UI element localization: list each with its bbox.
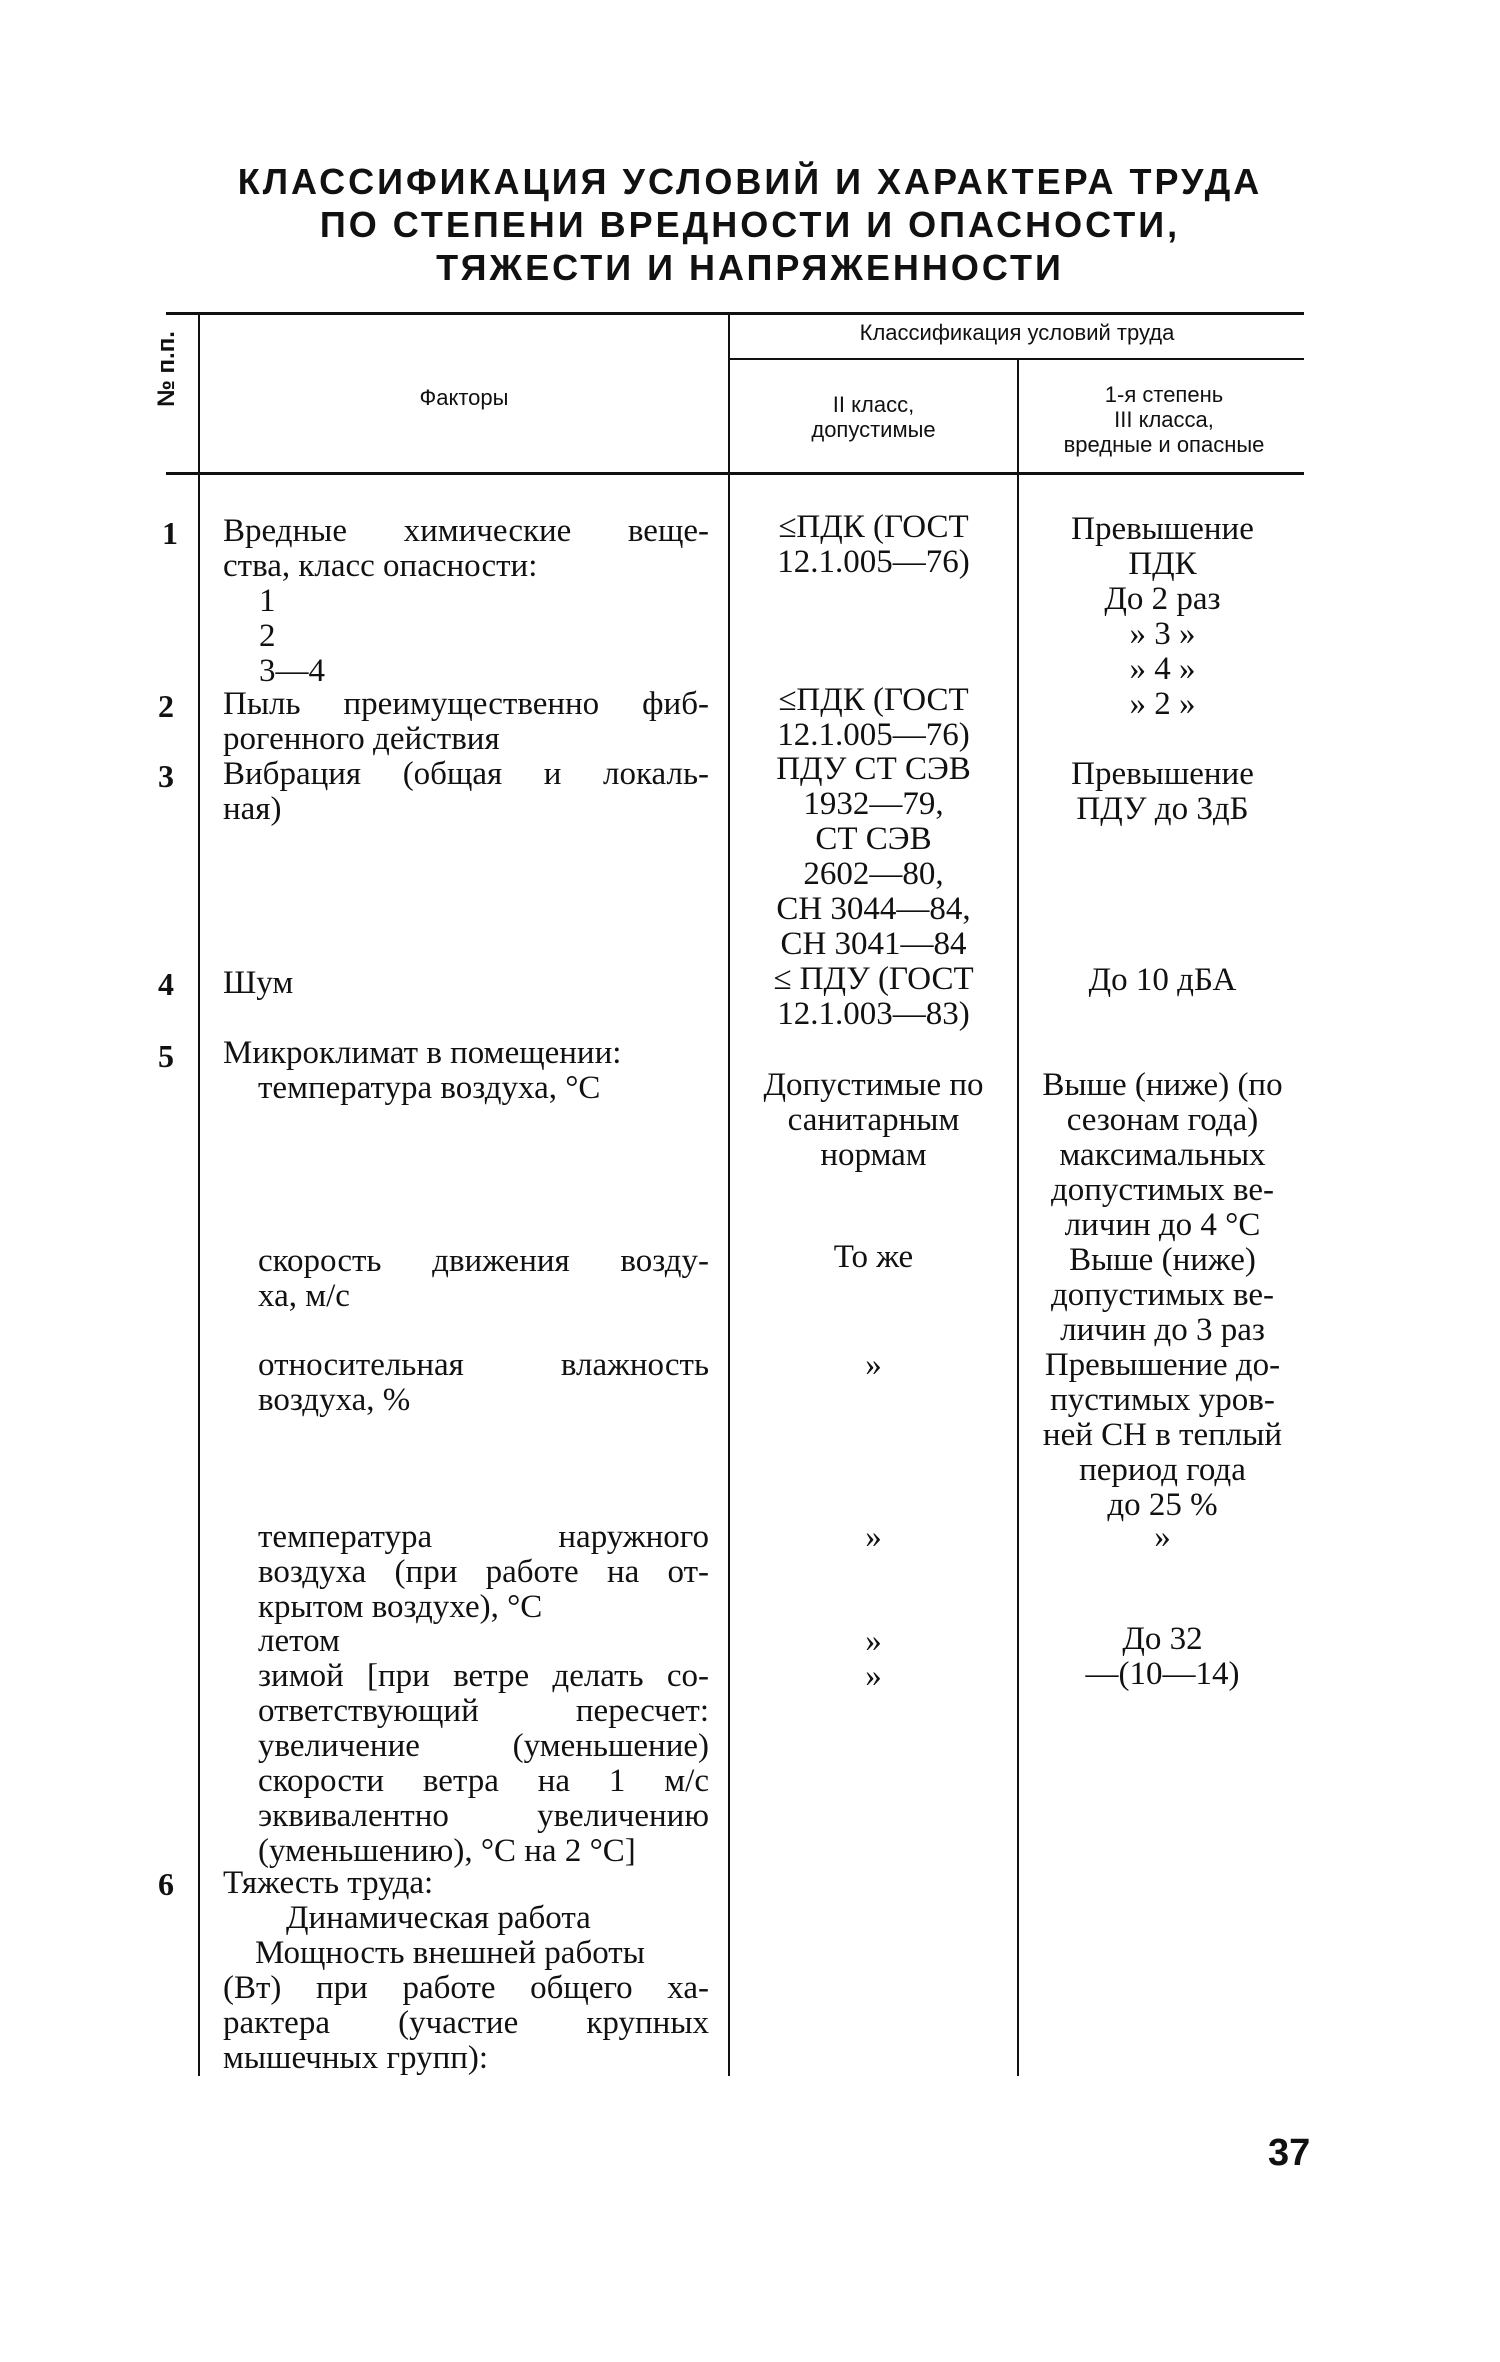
header-num: № п.п. — [153, 331, 180, 407]
row-5-outdoor-label: температура наружного воздуха (при работе на от- крытом воздухе), °С — [258, 1519, 709, 1625]
row-1-class-3: Превышение ПДК До 2 раз » 3 » » 4 » — [1071, 511, 1254, 687]
header-class-2: II класс, допустимые — [811, 392, 936, 442]
row-2-class-3: » 2 » — [1129, 686, 1196, 722]
row-2-factor: Пыль преимущественно фиб- рогенного действия — [223, 686, 709, 757]
row-5-winter-class-2: » — [865, 1658, 882, 1694]
row-6-subheading: Динамическая работа — [286, 1900, 591, 1936]
row-3-factor: Вибрация (общая и локаль- ная) — [223, 756, 709, 827]
row-1-class-2: ≤ПДК (ГОСТ 12.1.005—76) — [777, 509, 970, 580]
row-6-factor: Тяжесть труда: — [223, 1865, 434, 1901]
header-factors: Факторы — [419, 385, 509, 410]
row-3-class-2: ПДУ СТ СЭВ 1932—79, СТ СЭВ 2602—80, СН 3044—84, СН 3041—84 — [776, 751, 971, 962]
page-title-line-1: КЛАССИФИКАЦИЯ УСЛОВИЙ И ХАРАКТЕРА ТРУДА — [237, 161, 1263, 202]
header-class-3: 1-я степень III класса, вредные и опасные — [1063, 382, 1265, 457]
row-5-temp-class-2: Допустимые по санитарным нормам — [763, 1067, 984, 1173]
page-title-line-3: ТЯЖЕСТИ И НАПРЯЖЕННОСТИ — [436, 247, 1064, 288]
row-5-temp-class-3: Выше (ниже) (по сезонам года) максимальных допустимых ве- личин до 4 °С — [1042, 1067, 1283, 1243]
column-divider-1 — [198, 314, 200, 2076]
row-number-3: 3 — [158, 758, 174, 794]
table-top-rule — [166, 312, 1304, 315]
row-5-summer-class-2: » — [865, 1623, 882, 1659]
column-divider-3 — [1017, 359, 1019, 2076]
row-5-factor: Микроклимат в помещении: — [223, 1035, 622, 1071]
page-title-line-2: ПО СТЕПЕНИ ВРЕДНОСТИ И ОПАСНОСТИ, — [319, 204, 1181, 245]
row-5-speed-label: скорость движения возду- ха, м/с — [258, 1243, 709, 1314]
row-5-summer-label: летом — [258, 1623, 340, 1659]
row-5-humidity-label: относительная влажность воздуха, % — [258, 1347, 709, 1418]
row-number-5: 5 — [158, 1038, 174, 1074]
row-4-factor: Шум — [223, 965, 294, 1001]
row-5-speed-class-2: То же — [833, 1239, 914, 1275]
header-classification: Классификация условий труда — [859, 320, 1175, 345]
header-bottom-rule — [166, 472, 1304, 475]
row-2-class-2: ≤ПДК (ГОСТ 12.1.005—76) — [777, 682, 970, 753]
page-number: 37 — [1268, 2132, 1311, 2174]
row-number-6: 6 — [158, 1866, 174, 1902]
row-3-class-3: Превышение ПДУ до 3дБ — [1071, 756, 1254, 827]
row-5-speed-class-3: Выше (ниже) допустимых ве- личин до 3 раз — [1050, 1242, 1274, 1348]
row-number-4: 4 — [158, 966, 174, 1002]
row-number-1: 1 — [162, 515, 178, 551]
row-5-outdoor-class-2: » — [865, 1519, 882, 1555]
row-5-outdoor-class-3: » — [1154, 1519, 1171, 1555]
row-1-factor: Вредные химические веще- ства, класс опасности: 1 2 3—4 — [223, 513, 709, 689]
row-number-2: 2 — [158, 688, 174, 724]
row-5-summer-class-3: До 32 — [1122, 1621, 1203, 1657]
row-5-winter-class-3: —(10—14) — [1085, 1656, 1240, 1692]
row-5-winter-label: зимой [при ветре делать со- ответствующий пересчет: увеличение (уменьшение) скорости ветра на 1 м/с эквивалентно увеличению (уменьшению), °С на 2 °С] — [258, 1658, 709, 1869]
row-5-humidity-class-3: Превышение до- пустимых уров- ней СН в теплый период года до 25 % — [1042, 1347, 1283, 1523]
row-4-class-2: ≤ ПДУ (ГОСТ 12.1.003—83) — [773, 961, 974, 1032]
row-4-class-3: До 10 дБА — [1088, 962, 1237, 998]
column-divider-2 — [728, 314, 730, 2076]
row-6-description: Мощность внешней работы (Вт) при работе общего ха- рактера (участие крупных мышечных групп): — [223, 1935, 709, 2076]
row-5-temp-label: температура воздуха, °С — [258, 1070, 601, 1106]
row-5-humidity-class-2: » — [865, 1347, 882, 1383]
